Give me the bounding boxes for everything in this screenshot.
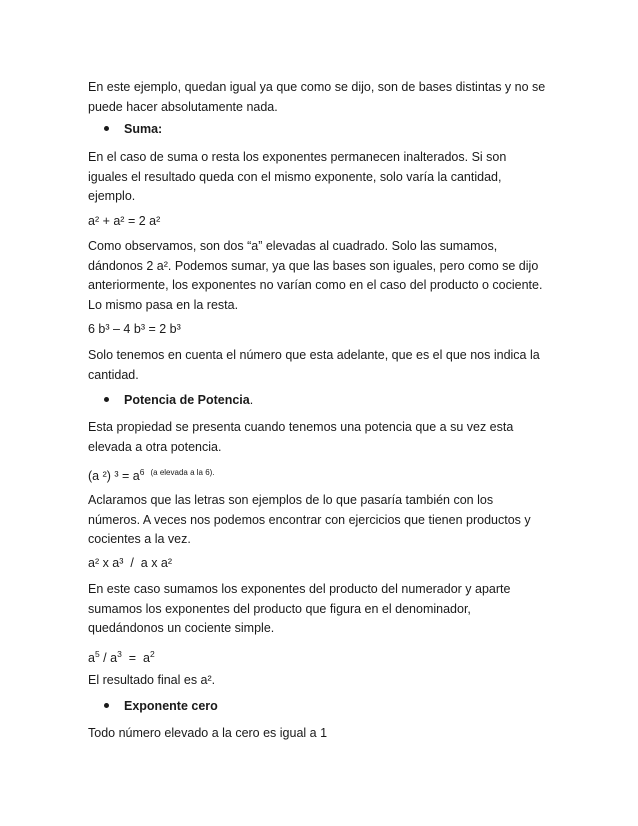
text-line: En este caso sumamos los exponentes del producto del numerador y aparte [88, 582, 511, 596]
paragraph-resultado [88, 671, 558, 691]
text-line: Todo número elevado a la cero es igual a 1 [88, 726, 328, 740]
equation-text: 6 b³ – 4 b³ = 2 b³ [88, 322, 181, 336]
text-line: Lo mismo pasa en la resta. [88, 297, 239, 312]
exponent: 6 [139, 467, 145, 477]
paragraph-cantidad [88, 346, 558, 385]
equation-base: / a [99, 651, 118, 665]
section-heading: Potencia de Potencia [124, 393, 250, 407]
equation-text: a² x a³ / a x a² [88, 556, 173, 570]
equation-cociente-simple [88, 645, 558, 669]
exponent: 3 [117, 649, 122, 659]
section-heading: Exponente cero [124, 699, 218, 713]
text-line: cocientes a la vez. [88, 532, 191, 546]
equation-line [88, 645, 558, 669]
text-line: Solo tenemos en cuenta el número que esta adelante, que es el que nos indica la [88, 348, 540, 362]
paragraph-potencia [88, 418, 558, 457]
equation-text: (a ²) ³ = a [88, 469, 140, 483]
text-line: Como observamos, son dos “a” elevadas al cuadrado. Solo las sumamos, [88, 239, 498, 253]
bullet-icon [104, 397, 109, 402]
text-line: sumamos los exponentes del producto que figura en el denominador, [88, 601, 471, 616]
text-line: Aclaramos que las letras son ejemplos de lo que pasaría también con los [88, 493, 494, 507]
paragraph-suma-resta [88, 148, 558, 207]
text-line: cantidad. [88, 367, 139, 382]
text-line: En el caso de suma o resta los exponentes permanecen inalterados. Si son [88, 150, 507, 164]
paragraph-bases-distintas [88, 78, 558, 117]
equation-base: a [88, 651, 95, 665]
bullet-potencia [104, 391, 253, 411]
equation-cociente [88, 554, 558, 574]
equation-suma [88, 212, 558, 232]
equation-note: (a elevada a la 6). [150, 468, 215, 477]
bullet-exponente-cero [104, 697, 218, 717]
text-line: puede hacer absolutamente nada. [88, 99, 278, 114]
equation-line [88, 463, 558, 487]
exponent: 2 [149, 649, 155, 659]
equation-base: = a [121, 651, 150, 665]
paragraph-aclaramos [88, 491, 558, 550]
text-line: dándonos 2 a². Podemos sumar, ya que las bases son iguales, pero como se dijo [88, 258, 539, 273]
bullet-icon [104, 126, 109, 131]
text-line: En este ejemplo, quedan igual ya que como se dijo, son de bases distintas y no se [88, 80, 546, 94]
section-heading: Suma: [124, 122, 163, 136]
bullet-suma [104, 120, 162, 140]
paragraph-en-este-caso [88, 580, 558, 639]
heading-period: . [249, 393, 254, 407]
text-line: números. A veces nos podemos encontrar con ejercicios que tienen productos y [88, 512, 531, 527]
text-line: iguales el resultado queda con el mismo exponente, solo varía la cantidad, [88, 169, 502, 184]
paragraph-como-observamos [88, 237, 558, 315]
text-line: Esta propiedad se presenta cuando tenemos una potencia que a su vez esta [88, 420, 514, 434]
text-line: anteriormente, los exponentes no varían como en el caso del producto o cociente. [88, 278, 543, 292]
text-line: ejemplo. [88, 189, 136, 203]
exponent: 5 [94, 649, 100, 659]
equation-text: a² + a² = 2 a² [88, 214, 161, 228]
paragraph-exponente-cero [88, 724, 558, 744]
text-line: El resultado final es a². [88, 673, 216, 687]
equation-potencia [88, 463, 558, 487]
equation-resta [88, 320, 558, 340]
bullet-icon [104, 703, 109, 708]
text-line: quedándonos un cociente simple. [88, 621, 275, 635]
text-line: elevada a otra potencia. [88, 439, 222, 454]
